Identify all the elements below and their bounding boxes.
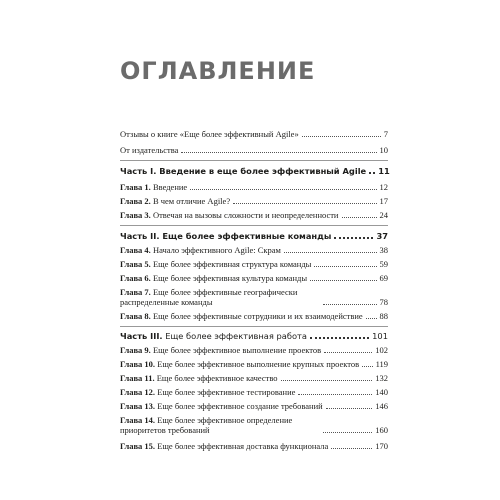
toc-entry-label: Отзывы о книге «Еще более эффективный Agile» (120, 129, 299, 139)
toc-chapter-15[interactable] (120, 441, 388, 451)
toc-chapter-4[interactable] (120, 245, 388, 255)
leader-dots (190, 189, 376, 190)
toc-entry-label: Еще более эффективные сотрудники и их взаимодействие (152, 311, 363, 321)
toc-entry-page: 10 (379, 145, 388, 155)
toc-part-label: Часть II. Еще более эффективные команды (120, 231, 332, 241)
leader-dots (233, 203, 376, 204)
leader-dots (342, 217, 377, 218)
toc-chapter-12[interactable] (120, 387, 388, 397)
toc-entry-label: Еще более эффективное создание требований (157, 401, 323, 411)
toc-entry-page: 119 (375, 359, 388, 369)
toc-chapter-14[interactable] (120, 415, 388, 435)
chapter-number: Глава 12. (120, 387, 156, 397)
leader-dots (310, 337, 369, 339)
toc-entry-label: От издательства (120, 145, 179, 155)
chapter-number: Глава 2. (120, 196, 151, 206)
toc-entry-page: 101 (372, 331, 388, 341)
toc-entry-page: 59 (379, 259, 388, 269)
toc-entry-page: 170 (375, 441, 388, 451)
leader-dots (326, 408, 373, 409)
toc-chapter-11[interactable] (120, 373, 388, 383)
toc-entry-page: 7 (383, 129, 388, 139)
toc-part-label: Часть I. Введение в еще более эффективный Agile (120, 166, 367, 176)
toc-entry-page: 102 (375, 345, 388, 355)
toc-entry-page: 69 (379, 273, 388, 283)
toc-entry-label: Еще более эффективное тестирование (157, 387, 296, 397)
chapter-number: Глава 5. (120, 259, 151, 269)
toc-part-2[interactable] (120, 231, 388, 241)
toc-entry-label: Введение (152, 182, 188, 192)
leader-dots (281, 380, 373, 381)
toc-entry-publisher[interactable] (120, 145, 388, 155)
leader-dots (369, 172, 375, 174)
leader-dots (284, 252, 377, 253)
toc-entry-label: В чем отличие Agile? (152, 196, 231, 206)
chapter-number: Глава 3. (120, 210, 151, 220)
leader-dots (302, 136, 381, 137)
chapter-number: Глава 14. (120, 415, 156, 425)
leader-dots (362, 366, 372, 367)
toc-entry-page: 37 (376, 231, 388, 241)
chapter-number: Глава 7. (120, 287, 151, 297)
toc-chapter-13[interactable] (120, 401, 388, 411)
chapter-number: Глава 10. (120, 359, 156, 369)
section-divider (120, 225, 388, 226)
toc-entry-page: 12 (379, 182, 388, 192)
chapter-number: Глава 8. (120, 311, 151, 321)
toc-chapter-10[interactable] (120, 359, 388, 369)
toc-chapter-1[interactable] (120, 182, 388, 192)
chapter-number: Глава 4. (120, 245, 151, 255)
toc-chapter-2[interactable] (120, 196, 388, 206)
chapter-number: Глава 1. (120, 182, 151, 192)
toc-entry-page: 160 (375, 425, 388, 435)
leader-dots (310, 280, 376, 281)
leader-dots (366, 318, 377, 319)
toc-entry-label: Отвечая на вызовы сложности и неопределенности (152, 210, 339, 220)
toc-entry-page: 11 (378, 166, 390, 176)
toc-chapter-7[interactable] (120, 287, 388, 307)
leader-dots (324, 352, 372, 353)
page-title: ОГЛАВЛЕНИЕ (120, 57, 316, 85)
toc-entry-label: Еще более эффективное выполнение крупных проектов (157, 359, 360, 369)
section-divider (120, 160, 388, 161)
chapter-number: Глава 9. (120, 345, 151, 355)
toc-entry-label: Начало эффективного Agile: Скрам (152, 245, 281, 255)
leader-dots (314, 266, 376, 267)
chapter-number: Глава 13. (120, 401, 156, 411)
section-divider (120, 326, 388, 327)
toc-chapter-6[interactable] (120, 273, 388, 283)
leader-dots (323, 304, 377, 305)
toc-entry-page: 146 (375, 401, 388, 411)
leader-dots (323, 432, 372, 433)
toc-entry-label: Еще более эффективное определение приоритетов требований (120, 415, 293, 435)
toc-chapter-3[interactable] (120, 210, 388, 220)
toc-part-label: Еще более эффективная работа (165, 331, 307, 341)
toc-entry-label: Еще более эффективные географически распределенные команды (120, 287, 298, 307)
toc-entry-label: Еще более эффективное выполнение проектов (152, 345, 322, 355)
toc-entry-page: 24 (379, 210, 388, 220)
toc-entry-label: Еще более эффективная культура команды (152, 273, 308, 283)
leader-dots (331, 448, 372, 449)
toc-entry-page: 38 (379, 245, 388, 255)
toc-chapter-5[interactable] (120, 259, 388, 269)
toc-entry-reviews[interactable] (120, 129, 388, 139)
chapter-number: Глава 11. (120, 373, 155, 383)
toc-chapter-9[interactable] (120, 345, 388, 355)
leader-dots (334, 237, 373, 239)
part-number: Часть III. (120, 331, 163, 341)
leader-dots (298, 394, 372, 395)
toc-entry-label: Еще более эффективная структура команды (152, 259, 312, 269)
toc-entry-label: Еще более эффективная доставка функционала (157, 441, 329, 451)
toc-entry-page: 17 (379, 196, 388, 206)
toc-chapter-8[interactable] (120, 311, 388, 321)
toc-entry-page: 140 (375, 387, 388, 397)
chapter-number: Глава 15. (120, 441, 156, 451)
leader-dots (181, 152, 376, 153)
toc-part-3[interactable] (120, 331, 388, 341)
toc-entry-page: 88 (379, 311, 388, 321)
toc-part-1[interactable] (120, 166, 388, 176)
toc-entry-page: 132 (375, 373, 388, 383)
chapter-number: Глава 6. (120, 273, 151, 283)
toc-entry-label: Еще более эффективное качество (156, 373, 278, 383)
toc-entry-page: 78 (379, 297, 388, 307)
